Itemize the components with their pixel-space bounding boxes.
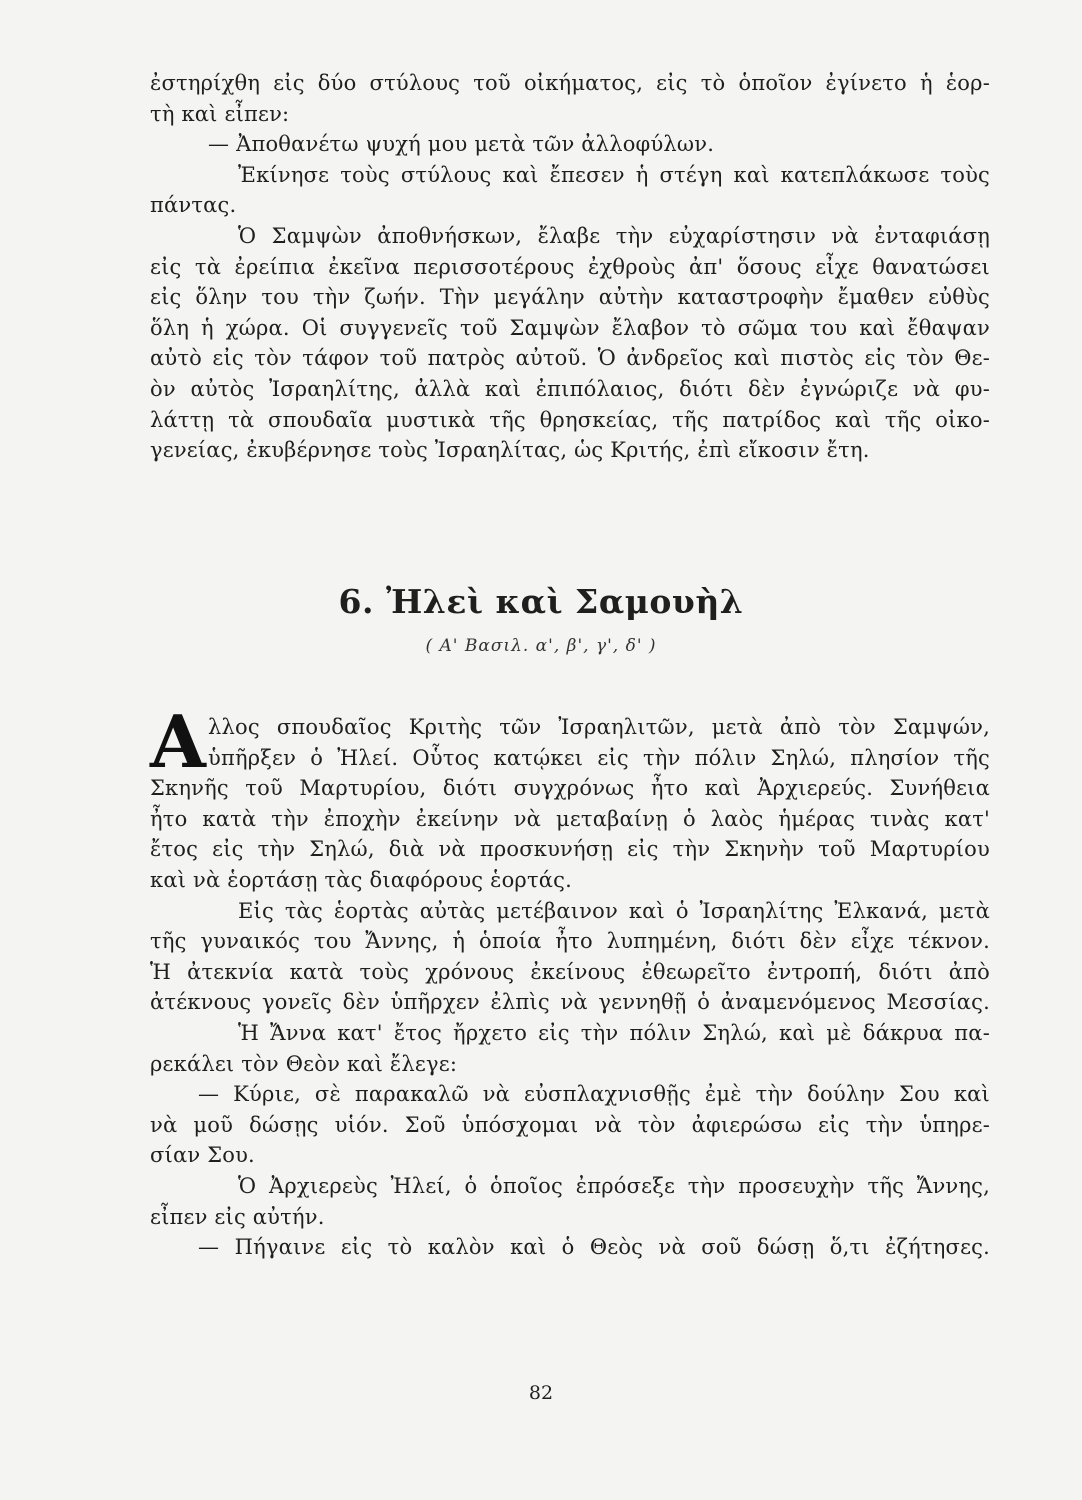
dialogue-line: — Ἀποθανέτω ψυχή μου μετὰ τῶν ἀλλοφύλων. [208,132,715,157]
chapter-body [150,699,990,1263]
text-line: τὴ καὶ εἶπεν: [150,101,290,126]
text-line: Ἡ Ἄννα κατ' ἔτος ἤρχετο εἰς τὴν πόλιν Σηλώ, καὶ μὲ δάκρυα πα- [238,1020,990,1045]
text-line: σίαν Σου. [150,1143,255,1168]
drop-cap: Α [150,699,207,784]
text-line: νὰ μοῦ δώσῃς υἱόν. Σοῦ ὑπόσχομαι νὰ τὸν ἀφιερώσω εἰς τὴν ὑπηρε- [150,1112,990,1137]
text-line: ἦτο κατὰ τὴν ἐποχὴν ἐκείνην νὰ μεταβαίνῃ ὁ λαὸς ἡμέρας τινὰς κατ' [150,806,990,831]
text-line: Ἡ ἀτεκνία κατὰ τοὺς χρόνους ἐκείνους ἐθεωρεῖτο ἐντροπή, διότι ἀπὸ [150,959,990,984]
text-line: εἶπεν εἰς αὐτήν. [150,1204,325,1229]
text-line: ὅλη ἡ χώρα. Οἱ συγγενεῖς τοῦ Σαμψὼν ἔλαβον τὸ σῶμα του καὶ ἔθαψαν [150,315,990,340]
text-line: ὸν αὐτὸς Ἰσραηλίτης, ἀλλὰ καὶ ἐπιπόλαιος, διότι δὲν ἐγνώριζε νὰ φυ- [150,376,990,401]
text-line: ἀτέκνους γονεῖς δὲν ὑπῆρχεν ἐλπὶς νὰ γεννηθῇ ὁ ἀναμενόμενος Μεσσίας. [150,990,990,1015]
chapter-reference: ( Α' Βασιλ. α', β', γ', δ' ) [425,636,657,656]
text-line: εἰς τὰ ἐρείπια ἐκεῖνα περισσοτέρους ἐχθροὺς ἀπ' ὅσους εἶχε θανατώσει [150,254,990,279]
dialogue-line: — Κύριε, σὲ παρακαλῶ νὰ εὐσπλαχνισθῇς ἐμὲ τὴν δούλην Σου καὶ [198,1082,990,1107]
previous-story-ending [150,68,990,466]
text-line: εἰς ὅλην του τὴν ζωήν. Τὴν μεγάλην αὐτὴν καταστροφὴν ἔμαθεν εὐθὺς [150,285,990,310]
dialogue-line: — Πήγαινε εἰς τὸ καλὸν καὶ ὁ Θεὸς νὰ σοῦ δώσῃ ὅ,τι ἐζήτησες. [198,1235,990,1260]
text-line: λάττῃ τὰ σπουδαῖα μυστικὰ τῆς θρησκείας, τῆς πατρίδος καὶ τῆς οἰκο- [150,407,990,432]
text-line: ὑπῆρξεν ὁ Ἠλεί. Οὗτος κατῴκει εἰς τὴν πόλιν Σηλώ, πλησίον τῆς [208,745,990,770]
text-line: Σκηνῆς τοῦ Μαρτυρίου, διότι συγχρόνως ἦτο καὶ Ἀρχιερεύς. Συνήθεια [150,776,990,801]
text-line: ρεκάλει τὸν Θεὸν καὶ ἔλεγε: [150,1051,458,1076]
text-line: Εἰς τὰς ἑορτὰς αὐτὰς μετέβαινον καὶ ὁ Ἰσραηλίτης Ἐλκανά, μετὰ [238,898,990,923]
text-line: ἐστηρίχθη εἰς δύο στύλους τοῦ οἰκήματος, εἰς τὸ ὁποῖον ἐγίνετο ἡ ἑορ- [150,71,990,95]
text-line: Ὁ Ἀρχιερεὺς Ἠλεί, ὁ ὁποῖος ἐπρόσεξε τὴν προσευχὴν τῆς Ἄννης, [238,1173,990,1198]
text-line: αὐτὸ εἰς τὸν τάφον τοῦ πατρὸς αὐτοῦ. Ὁ ἀνδρεῖος καὶ πιστὸς εἰς τὸν Θε- [150,346,990,371]
text-line: λλος σπουδαῖος Κριτὴς τῶν Ἰσραηλιτῶν, μετὰ ἀπὸ τὸν Σαμψών, [208,715,990,739]
text-line: πάντας. [150,193,237,218]
text-line: ἔτος εἰς τὴν Σηλώ, διὰ νὰ προσκυνήσῃ εἰς τὴν Σκηνὴν τοῦ Μαρτυρίου [150,837,990,862]
text-line: γενείας, ἐκυβέρνησε τοὺς Ἰσραηλίτας, ὡς Κριτής, ἐπὶ εἴκοσιν ἔτη. [150,438,870,463]
text-line: Ἐκίνησε τοὺς στύλους καὶ ἔπεσεν ἡ στέγη καὶ κατεπλάκωσε τοὺς [238,162,990,187]
text-line: καὶ νὰ ἑορτάσῃ τὰς διαφόρους ἑορτάς. [150,867,573,892]
page-number: 82 [528,1382,554,1404]
chapter-title: 6. Ἠλεὶ καὶ Σαμουὴλ [338,582,744,621]
text-line: Ὁ Σαμψὼν ἀποθνήσκων, ἔλαβε τὴν εὐχαρίστησιν νὰ ἐνταφιάσῃ [238,223,990,248]
text-line: τῆς γυναικός του Ἄννης, ἡ ὁποία ἦτο λυπημένη, διότι δὲν εἶχε τέκνον. [150,929,990,954]
